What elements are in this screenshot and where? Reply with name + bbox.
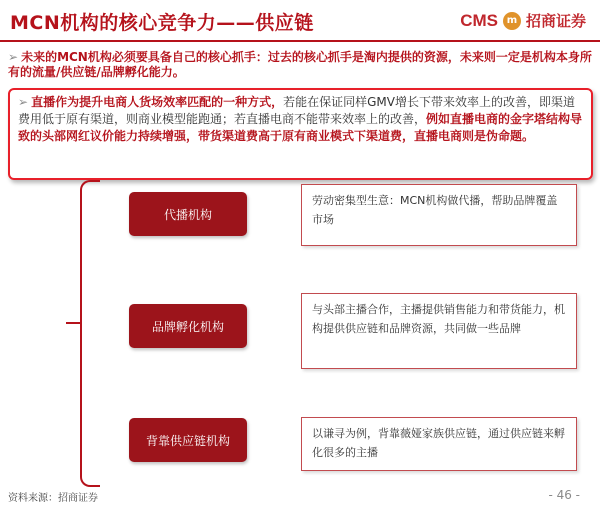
page-number: - 46 -: [548, 488, 580, 502]
bullet-core-grip: [8, 50, 593, 80]
category-box-daibo: 代播机构: [129, 192, 247, 236]
highlight-middle: 若能在保证同样GMV增长下带来效率上的改善，即渠道费用低于原有渠道，则商业模型能跑通；若直播电商不能带来效率上的改善，: [18, 95, 575, 126]
category-box-supply-chain: 背靠供应链机构: [129, 418, 247, 462]
highlight-lead: 直播作为提升电商人货场效率匹配的一种方式，: [31, 95, 284, 109]
brand-logo: [460, 10, 586, 31]
category-desc-supply-chain: 以谦寻为例，背靠薇娅家族供应链，通过供应链来孵化很多的主播: [301, 417, 577, 471]
highlight-box: [8, 88, 593, 180]
bracket-tick: [66, 322, 82, 324]
logo-mark-icon: m: [503, 12, 521, 30]
bullet-arrow-icon: ➢: [8, 50, 19, 64]
category-desc-brand-incubation: 与头部主播合作，主播提供销售能力和带货能力，机构提供供应链和品牌资源，共同做一些品牌: [301, 293, 577, 369]
title-divider: [0, 40, 600, 42]
category-desc-daibo: 劳动密集型生意：MCN机构做代播，帮助品牌覆盖市场: [301, 184, 577, 246]
highlight-tail: 例如直播电商的金字塔结构导致的头部网红议价能力持续增强，带货渠道费高于原有商业模式下渠道费，直播电商则是伪命题。: [18, 112, 583, 143]
logo-company-name: 招商证券: [525, 12, 586, 30]
bullet-arrow-icon: ➢: [18, 95, 29, 109]
page-title: MCN机构的核心竞争力——供应链: [10, 12, 314, 34]
grouping-bracket: [80, 180, 100, 487]
bullet-core-grip-text: 未来的MCN机构必须要具备自己的核心抓手：过去的核心抓手是淘内提供的资源，未来则一定是机构本身所有的流量/供应链/品牌孵化能力。: [8, 50, 592, 79]
source-note: 资料来源：招商证券: [8, 493, 98, 504]
logo-cms-text: CMS: [460, 10, 498, 30]
category-box-brand-incubation: 品牌孵化机构: [129, 304, 247, 348]
